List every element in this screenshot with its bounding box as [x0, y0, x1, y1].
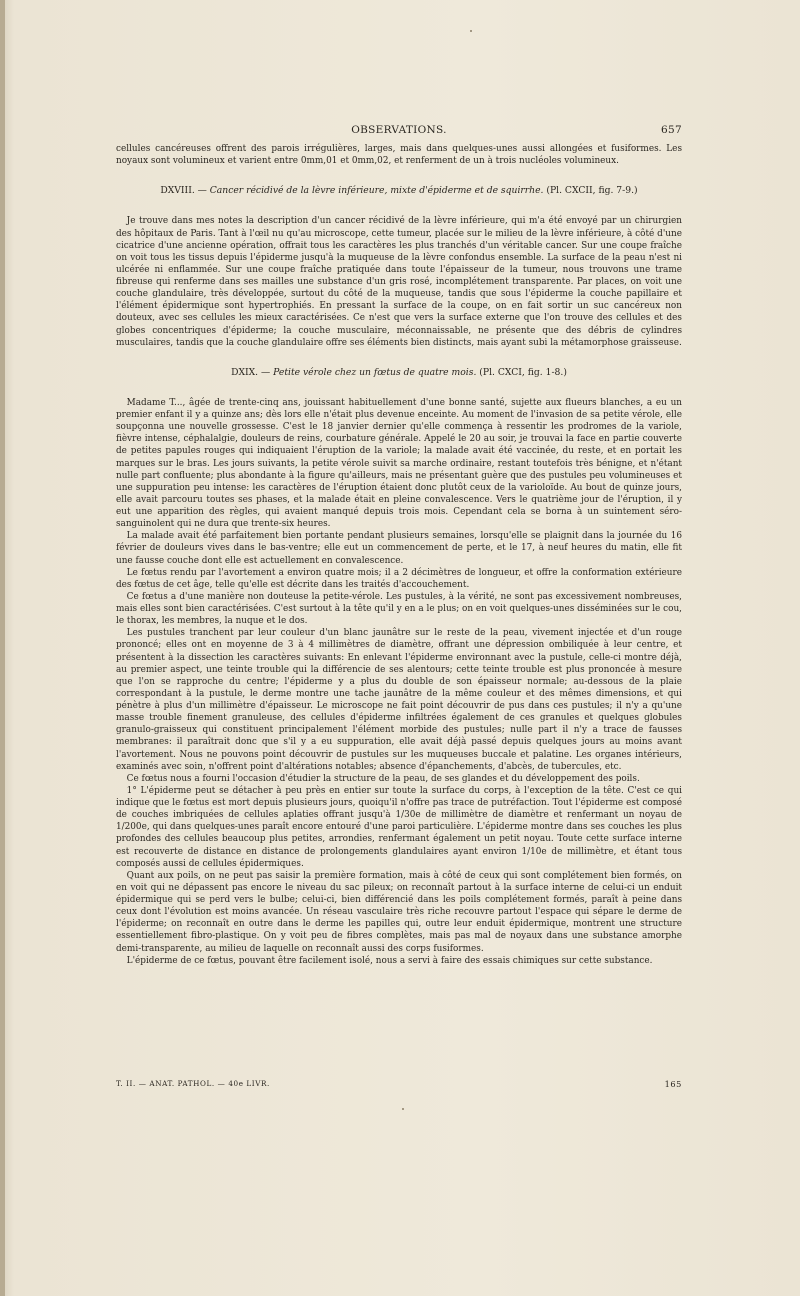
sheet-number: 165	[664, 1079, 682, 1089]
paragraph: L'épiderme de ce fœtus, pouvant être facilement isolé, nous a servi à faire des essais chimiques sur cette substance.	[126, 955, 653, 966]
observation-number: DXIX. —	[231, 366, 271, 378]
paper-speck	[470, 30, 472, 32]
plate-reference: (Pl. CXCII, fig. 7-9.)	[546, 185, 638, 197]
paragraph: La malade avait été parfaitement bien portante pendant plusieurs semaines, lorsqu'elle se plaignit dans la journée du 16 février de douleurs vives dans le bas-ventre; elle eut un commencement de perte, et le 17, à neuf heures du matin, elle fit une fausse couche dont elle est actuellement en convalescence.	[116, 531, 682, 566]
page-number: 657	[661, 124, 682, 136]
observation-title: Petite vérole chez un fœtus de quatre mois.	[273, 366, 477, 378]
paragraph: Madame T..., âgée de trente-cinq ans, jouissant habituellement d'une bonne santé, sujette aux flueurs blanches, a eu un premier enfant il y a quinze ans; dès lors elle n'était plus devenue enceinte. Au moment de l'invasion de sa petite vérole, elle soupçonna une nouvelle grossesse. C'est le 18 janvier dernier qu'elle commença à ressentir les prodromes de la variole, fièvre intense, céphalalgie, douleurs de reins, courbature générale. Appelé le 20 au soir, je trouvai la face en partie couverte de petites papules rouges qui indiquaient l'éruption de la variole; la malade avait été vaccinée, du reste, et en portait les marques sur le bras. Les jours suivants, la petite vérole suivit sa marche ordinaire, restant toutefois très bénigne, et n'étant nulle part confluente; plus abondante à la figure qu'ailleurs, mais ne présentant guère que des pustules peu volumineuses et une suppuration peu intense: les caractères de l'éruption étaient donc plutôt ceux de la varioloïde. Au bout de quinze jours, elle avait parcouru toutes ses phases, et la malade était en pleine convalescence. Vers le quatrième jour de l'éruption, il y eut une apparition des règles, qui avaient manqué depuis trois mois. Cependant cela se borna à un suintement séro-sanguinolent qui ne dura que trente-six heures.	[116, 397, 682, 530]
paragraph: Ce fœtus a d'une manière non douteuse la petite-vérole. Les pustules, à la vérité, ne sont pas excessivement nombreuses, mais elles sont bien caractérisées. C'est surtout à la tête qu'il y en a le plus; on en voit quelques-unes disséminées sur le cou, le thorax, les membres, la nuque et le dos.	[116, 591, 682, 627]
observation-title: Cancer récidivé de la lèvre inférieure, mixte d'épiderme et de squirrhe.	[209, 185, 544, 197]
running-head	[116, 124, 682, 138]
signature-mark: T. II. — ANAT. PATHOL. — 40e LIVR.	[116, 1079, 270, 1088]
page-footer	[116, 1079, 682, 1091]
body-text	[116, 143, 682, 967]
running-title: OBSERVATIONS.	[351, 124, 447, 136]
opening-paragraph: cellules cancéreuses offrent des parois irrégulières, larges, mais dans quelques-unes aussi allongées et fusiformes. Les noyaux sont volumineux et varient entre 0mm,01 et 0mm,02, et renferment de un à trois nucléoles volumineux.	[116, 144, 682, 167]
paragraph: Quant aux poils, on ne peut pas saisir la première formation, mais à côté de ceux qui sont complétement bien formés, on en voit qui ne dépassent pas encore le niveau du sac pileux; on reconnaît partout à la surface interne de celui-ci un enduit épidermique qui se perd vers le bulbe; celui-ci, bien différencié dans les poils complétement formés, paraît à peine dans ceux dont l'évolution est moins avancée. Un réseau vasculaire très riche recouvre partout l'espace qui sépare le derme de l'épiderme; on reconnaît en outre dans le derme les papilles qui, outre leur enduit épidermique, montrent une structure essentiellement fibro-plastique. On y voit peu de fibres complètes, mais pas mal de noyaux dans une substance amorphe demi-transparente, au milieu de laquelle on reconnaît aussi des corps fusiformes.	[116, 870, 682, 954]
paragraph: Je trouve dans mes notes la description d'un cancer récidivé de la lèvre inférieure, qui m'a été envoyé par un chirurgien des hôpitaux de Paris. Tant à l'œil nu qu'au microscope, cette tumeur, placée sur le milieu de la lèvre inférieure, à côté d'une cicatrice d'une ancienne opération, offrait tous les caractères les plus tranchés d'un véritable cancer. Sur une coupe fraîche on voit tous les tissus depuis l'épiderme jusqu'à la muqueuse de la lèvre confondus ensemble. La surface de la peau n'est ni ulcérée ni enflammée. Sur une coupe fraîche pratiquée dans toute l'épaisseur de la tumeur, nous trouvons une trame fibreuse qui renferme dans ses mailles une substance d'un gris rosé, incomplétement transparente. Par places, on voit une couche glandulaire, très développée, surtout du côté de la muqueuse, tandis que sous l'épiderme la couche papillaire et l'élément épidermique sont hypertrophiés. En pressant la surface de la coupe, on en fait sortir un suc cancéreux non douteux, avec ses cellules les mieux caractérisées. Ce n'est que vers la surface externe que l'on trouve des cellules et des globes concentriques d'épiderme; la couche musculaire, méconnaissable, ne présente que des débris de cylindres musculaires, tandis que la couche glandulaire offre ses éléments bien distincts, mais ayant subi la métamorphose graisseuse.	[116, 216, 682, 348]
paragraph: Les pustules tranchent par leur couleur d'un blanc jaunâtre sur le reste de la peau, vivement injectée et d'un rouge prononcé; elles ont en moyenne de 3 à 4 millimètres de diamètre, offrant une dépression ombiliquée à leur centre, et présentent à la dissection les caractères suivants: En enlevant l'épiderme environnant avec la pustule, celle-ci montre déjà, au premier aspect, une teinte trouble qui la différencie de ses alentours; cette teinte trouble est plus prononcée à mesure que l'on se rapproche du centre; l'épiderme y a plus du double de son épaisseur normale; au-dessous de la plaie correspondant à la pustule, le derme montre une tache jaunâtre de la même couleur et des mêmes dimensions, et qui pénètre à plus d'un millimètre d'épaisseur. Le microscope ne fait point découvrir de pus dans ces pustules; il n'y a qu'une masse trouble finement granuleuse, des cellules d'épiderme infiltrées également de ces granules et quelques globules granulo-graisseux qui constituent principalement l'élément morbide des pustules; nulle part il n'y a trace de fausses membranes: il paraîtrait donc que s'il y a eu suppuration, elle avait déjà passé depuis quelques jours au moins avant l'avortement. Nous ne pouvons point découvrir de pustules sur les muqueuses buccale et palatine. Les organes intérieurs, examinés avec soin, n'offrent point d'altérations notables; absence d'épanchements, d'abcès, de tubercules, etc.	[116, 628, 682, 772]
observation-heading-dxix	[116, 367, 682, 379]
paragraph: Le fœtus rendu par l'avortement a environ quatre mois; il a 2 décimètres de longueur, et offre la conformation extérieure des fœtus de cet âge, telle qu'elle est décrite dans les traités d'accouchement.	[116, 567, 682, 590]
binding-edge	[0, 0, 5, 1296]
plate-reference: (Pl. CXCI, fig. 1-8.)	[479, 366, 567, 378]
paragraph: 1° L'épiderme peut se détacher à peu près en entier sur toute la surface du corps, à l'exception de la tête. C'est ce qui indique que le fœtus est mort depuis plusieurs jours, quoiqu'il n'offre pas trace de putréfaction. Tout l'épiderme est composé de couches imbriquées de cellules aplaties offrant jusqu'à 1/30e de millimètre de diamètre et renfermant un noyau de 1/200e, qui dans quelques-unes paraît encore entouré d'une paroi particulière. L'épiderme montre dans ses couches les plus profondes des cellules beaucoup plus petites, arrondies, renfermant également un petit noyau. Toute cette surface interne est recouverte de distance en distance de prolongements glandulaires ayant environ 1/10e de millimètre, et étant tous composés aussi de cellules épidermiques.	[116, 785, 682, 869]
paragraph: Ce fœtus nous a fourni l'occasion d'étudier la structure de la peau, de ses glandes et du développement des poils.	[126, 773, 640, 784]
paper-speck	[402, 1108, 404, 1110]
observation-number: DXVIII. —	[160, 185, 207, 197]
observation-heading-dxviii	[116, 185, 682, 197]
